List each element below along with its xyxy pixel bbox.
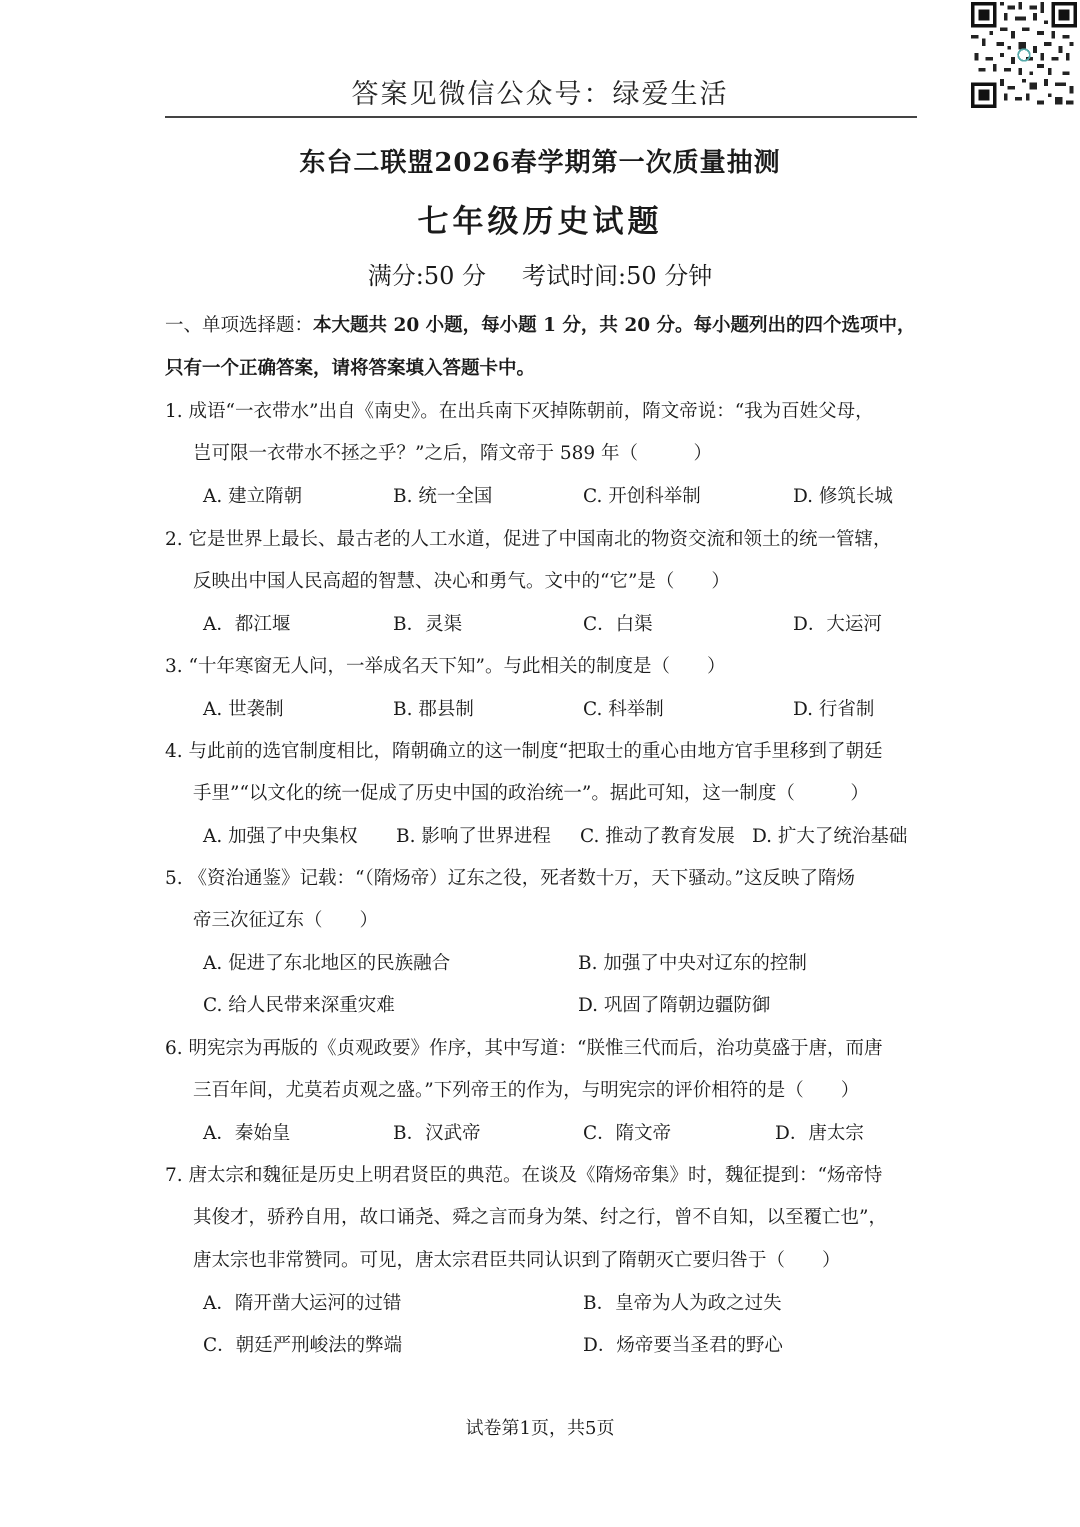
question-1-line-1: 1. 成语“一衣带水”出自《南史》。在出兵南下灭掉陈朝前，隋文帝说：“我为百姓父母， (165, 401, 874, 422)
question-2-option-b: B．灵渠 (393, 614, 463, 635)
question-1-line-2: 岂可限一衣带水不拯之乎？”之后，隋文帝于 589 年（ ） (193, 443, 713, 464)
qr-code-icon (970, 2, 1078, 108)
question-7-option-a: A．隋开凿大运河的过错 (203, 1293, 402, 1314)
question-5-option-c: C. 给人民带来深重灾难 (203, 995, 395, 1016)
exam-meta (0, 256, 1080, 291)
question-4-line-2: 手里”“以文化的统一促成了历史中国的政治统一”。据此可知，这一制度（ ） (193, 783, 869, 804)
question-7-option-b: B．皇帝为人为政之过失 (583, 1293, 782, 1314)
question-7-option-c: C．朝廷严刑峻法的弊端 (203, 1335, 403, 1356)
wechat-notice: 答案见微信公众号：绿爱生活 (351, 79, 729, 110)
question-5-line-2: 帝三次征辽东（ ） (193, 910, 379, 931)
section-instruction-2: 只有一个正确答案，请将答案填入答题卡中。 (165, 358, 536, 379)
question-6-option-b: B．汉武帝 (393, 1123, 481, 1144)
exam-title: 东台二联盟2026春学期第一次质量抽测 (299, 148, 781, 178)
question-6-line-2: 三百年间，尤莫若贞观之盛。”下列帝王的作为，与明宪宗的评价相符的是（ ） (193, 1080, 860, 1101)
question-2-option-c: C．白渠 (583, 614, 653, 635)
question-2-line-2: 反映出中国人民高超的智慧、决心和勇气。文中的“它”是（ ） (193, 571, 730, 592)
question-5-option-d: D. 巩固了隋朝边疆防御 (578, 995, 771, 1016)
question-2-option-d: D．大运河 (793, 614, 882, 635)
section-label: 一、单项选择题： (165, 315, 314, 336)
question-6-line-1: 6. 明宪宗为再版的《贞观政要》作序，其中写道：“朕惟三代而后，治功莫盛于唐，而唐 (165, 1038, 883, 1059)
question-5-line-1: 5. 《资治通鉴》记载：“（隋炀帝）辽东之役，死者数十万，天下骚动。”这反映了隋炀 (165, 868, 855, 889)
question-3-option-b: B. 郡县制 (393, 699, 474, 720)
question-1-option-d: D. 修筑长城 (793, 486, 893, 507)
question-3-option-a: A. 世袭制 (203, 699, 284, 720)
question-7-option-d: D．炀帝要当圣君的野心 (583, 1335, 783, 1356)
question-7-line-3: 唐太宗也非常赞同。可见，唐太宗君臣共同认识到了隋朝灭亡要归咎于（ ） (193, 1250, 841, 1271)
question-4-option-c: C. 推动了教育发展 (580, 826, 735, 847)
question-7-line-1: 7. 唐太宗和魏征是历史上明君贤臣的典范。在谈及《隋炀帝集》时，魏征提到：“炀帝恃 (165, 1165, 883, 1186)
question-4-option-d: D. 扩大了统治基础 (752, 826, 908, 847)
section-instruction-1: 本大题共 20 小题，每小题 1 分，共 20 分。每小题列出的四个选项中， (313, 315, 916, 336)
question-2-option-a: A．都江堰 (203, 614, 291, 635)
question-1-option-c: C. 开创科举制 (583, 486, 701, 507)
question-3-line-1: 3. “十年寒窗无人问，一举成名天下知”。与此相关的制度是（ ） (165, 656, 726, 677)
question-7-line-2: 其俊才，骄矜自用，故口诵尧、舜之言而身为桀、纣之行，曾不自知，以至覆亡也”， (193, 1207, 887, 1228)
question-4-option-a: A. 加强了中央集权 (203, 826, 358, 847)
question-5-option-a: A. 促进了东北地区的民族融合 (203, 953, 451, 974)
full-score: 满分:50 分 (367, 262, 486, 290)
question-5-option-b: B. 加强了中央对辽东的控制 (578, 953, 807, 974)
question-1-option-a: A. 建立隋朝 (203, 486, 303, 507)
page-footer: 试卷第1页，共5页 (465, 1418, 615, 1439)
question-3-option-d: D. 行省制 (793, 699, 875, 720)
header-divider (165, 116, 917, 118)
exam-subject: 七年级历史试题 (417, 204, 663, 240)
question-6-option-a: A．秦始皇 (203, 1123, 291, 1144)
question-1-option-b: B. 统一全国 (393, 486, 493, 507)
question-6-option-c: C．隋文帝 (583, 1123, 672, 1144)
question-4-line-1: 4. 与此前的选官制度相比，隋朝确立的这一制度“把取士的重心由地方官手里移到了朝廷 (165, 741, 883, 762)
question-4-option-b: B. 影响了世界进程 (396, 826, 551, 847)
question-3-option-c: C. 科举制 (583, 699, 664, 720)
question-6-option-d: D．唐太宗 (775, 1123, 864, 1144)
exam-time: 考试时间:50 分钟 (522, 262, 713, 290)
section-instruction-2-line (165, 354, 535, 380)
question-2-line-1: 2. 它是世界上最长、最古老的人工水道，促进了中国南北的物资交流和领土的统一管辖， (165, 529, 892, 550)
section-heading (165, 311, 916, 337)
